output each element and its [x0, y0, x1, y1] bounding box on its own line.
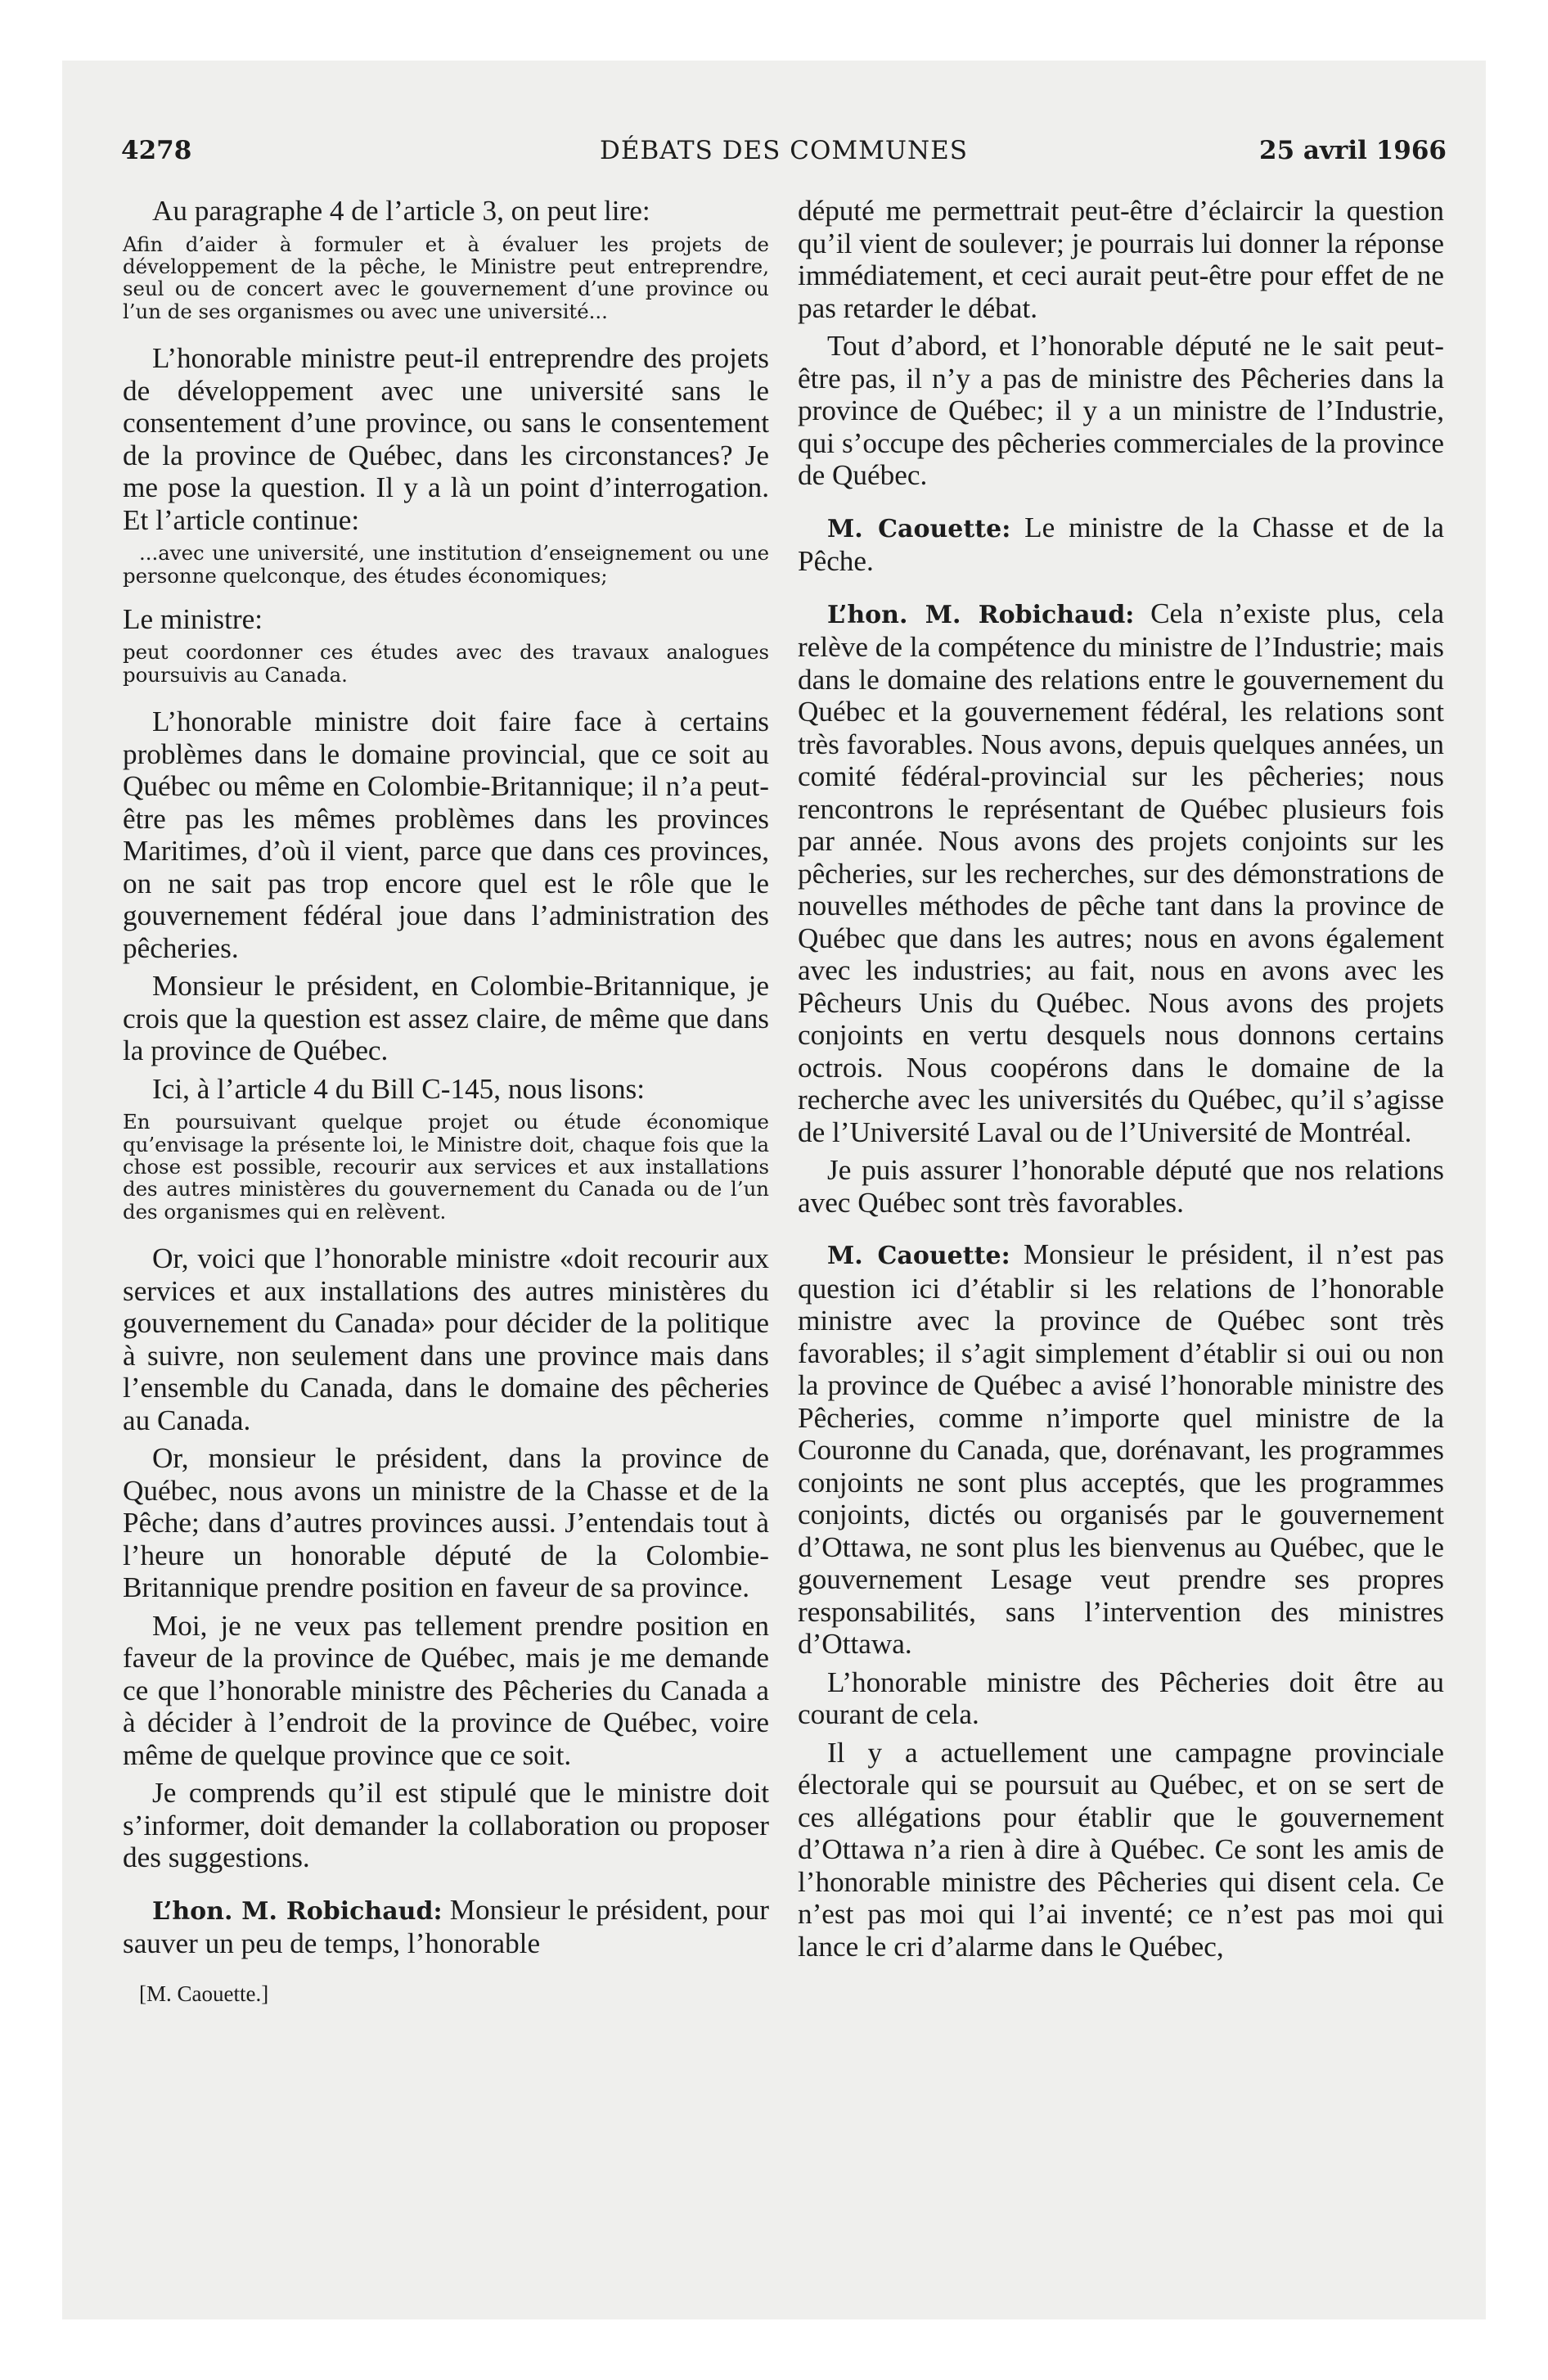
paragraph: L’honorable ministre doit faire face à certains problèmes dans le domaine provincial, que ce soit au Québec ou même en Colombie-Britannique; il n’a peut-être pas les mêmes problèmes dans les provinces Maritimes, d’où il vient, parce que dans ces provinces, on ne sait pas trop encore quel est le rôle que le gouvernement fédéral joue dans l’administration des pêcheries.: [123, 705, 769, 964]
speech-text: Monsieur le président, il n’est pas question ici d’établir si les relations de l’honorable ministre avec la province de Québec sont très favorables; il s’agit simplement d’établir si oui ou non la province de Québec a avisé l’honorable ministre des Pêcheries, comme n’importe quel ministre de la Couronne du Canada, que, dorénavant, les programmes conjoints ne sont plus acceptés, que les programmes conjoints, dictés ou organisés par le gouvernement d’Ottawa, ne sont plus les bienvenus au Québec, que le gouvernement Lesage veut prendre ses propres responsabilités, sans l’intervention des ministres d’Ottawa.: [798, 1238, 1444, 1660]
paragraph: Or, voici que l’honorable ministre «doit recourir aux services et aux installations des autres ministères du gouvernement du Canada» pour décider de la politique à suivre, non seulement dans une province mais dans l’ensemble du Canada, dans le domaine des pêcheries au Canada.: [123, 1242, 769, 1436]
page-number: 4278: [121, 136, 192, 165]
paragraph: Je puis assurer l’honorable député que nos relations avec Québec sont très favorables.: [798, 1154, 1444, 1219]
paragraph: Monsieur le président, en Colombie-Britannique, je crois que la question est assez claire, de même que dans la province de Québec.: [123, 970, 769, 1067]
paragraph: L’honorable ministre peut-il entreprendre des projets de développement avec une université sans le consentement d’une province, ou sans le consentement de la province de Québec, dans les circonstances? Je me pose la question. Il y a là un point d’interrogation. Et l’article continue:: [123, 342, 769, 536]
speech-paragraph: [798, 1238, 1444, 1661]
speech-paragraph: [798, 597, 1444, 1149]
speech-text: Monsieur le président, pour sauver un peu de temps, l’honorable: [123, 1893, 769, 1960]
right-column: [798, 195, 1444, 1968]
paragraph: Moi, je ne veux pas tellement prendre position en faveur de la province de Québec, mais je me demande ce que l’honorable ministre des Pêcheries du Canada a à décider à l’endroit de la province de Québec, voire même de quelque province que ce soit.: [123, 1609, 769, 1771]
speaker-name: M. Caouette:: [827, 1242, 1010, 1270]
speech-text: Le ministre de la Chasse et de la Pêche.: [798, 511, 1444, 577]
paragraph: Il y a actuellement une campagne provinciale électorale qui se poursuit au Québec, et on se sert de ces allégations pour établir que le gouvernement d’Ottawa n’a rien à dire à Québec. Ce sont les amis de l’honorable ministre des Pêcheries qui disent cela. Ce n’est pas moi qui l’ai inventé; ce n’est pas moi qui lance le cri d’alarme dans le Québec,: [798, 1736, 1444, 1963]
paragraph: Le ministre:: [123, 602, 263, 635]
page-date: 25 avril 1966: [1259, 136, 1447, 165]
paragraph: L’honorable ministre des Pêcheries doit être au courant de cela.: [798, 1666, 1444, 1730]
paragraph: Au paragraphe 4 de l’article 3, on peut lire:: [152, 195, 650, 227]
quotation: Afin d’aider à formuler et à évaluer les projets de développement de la pêche, le Ministre peut entreprendre, seul ou de concert avec le gouvernement d’une province ou l’un de ses organismes ou avec une université...: [123, 232, 769, 323]
speech-paragraph: [798, 512, 1444, 578]
quotation: peut coordonner ces études avec des travaux analogues poursuivis au Canada.: [123, 640, 769, 687]
speech-paragraph: [123, 1894, 769, 1960]
page-header: [121, 136, 1447, 172]
speaker-note: [M. Caouette.]: [139, 1981, 269, 2006]
paragraph: Or, monsieur le président, dans la province de Québec, nous avons un ministre de la Chasse et de la Pêche; dans d’autres provinces aussi. J’entendais tout à l’heure un honorable député de la Colombie-Britannique prendre position en faveur de sa province.: [123, 1442, 769, 1604]
paragraph: Ici, à l’article 4 du Bill C-145, nous lisons:: [152, 1072, 646, 1105]
quotation: En poursuivant quelque projet ou étude économique qu’envisage la présente loi, le Ministre doit, chaque fois que la chose est possible, recourir aux services et aux installations des autres ministères du gouvernement du Canada ou de l’un des organismes qui en relèvent.: [123, 1110, 769, 1224]
speaker-name: L’hon. M. Robichaud:: [827, 600, 1135, 629]
speaker-name: M. Caouette:: [827, 514, 1011, 543]
quotation: ...avec une université, une institution d’enseignement ou une personne quelconque, des études économiques;: [123, 541, 769, 588]
left-column: [123, 195, 769, 2007]
paragraph: Je comprends qu’il est stipulé que le ministre doit s’informer, doit demander la collaboration ou proposer des suggestions.: [123, 1777, 769, 1874]
paragraph: député me permettrait peut-être d’éclaircir la question qu’il vient de soulever; je pourrais lui donner la réponse immédiatement, et ceci aurait peut-être pour effet de ne pas retarder le débat.: [798, 195, 1444, 324]
publication-title: DÉBATS DES COMMUNES: [599, 136, 969, 165]
paragraph: Tout d’abord, et l’honorable député ne le sait peut-être pas, il n’y a pas de ministre des Pêcheries dans la province de Québec; il y a un ministre de l’Industrie, qui s’occupe des pêcheries commerciales de la province de Québec.: [798, 330, 1444, 491]
speech-text: Cela n’existe plus, cela relève de la compétence du ministre de l’Industrie; mais dans le domaine des relations entre le gouvernement du Québec et la gouvernement fédéral, les relations sont très favorables. Nous avons, depuis quelques années, un comité fédéral-provincial sur les pêcheries; nous rencontrons le représentant de Québec plusieurs fois par année. Nous avons des projets conjoints sur les pêcheries, sur les recherches, sur des démonstrations de nouvelles méthodes de pêche tant dans la province de Québec que dans les autres; nous en avons également avec les industries; au fait, nous en avons avec les Pêcheurs Unis du Québec. Nous avons des projets conjoints en vertu desquels nous donnons certains octrois. Nous coopérons dans le domaine de la recherche avec les universités du Québec, qu’il s’agisse de l’Université Laval ou de l’Université de Montréal.: [798, 597, 1444, 1148]
speaker-name: L’hon. M. Robichaud:: [152, 1896, 443, 1926]
